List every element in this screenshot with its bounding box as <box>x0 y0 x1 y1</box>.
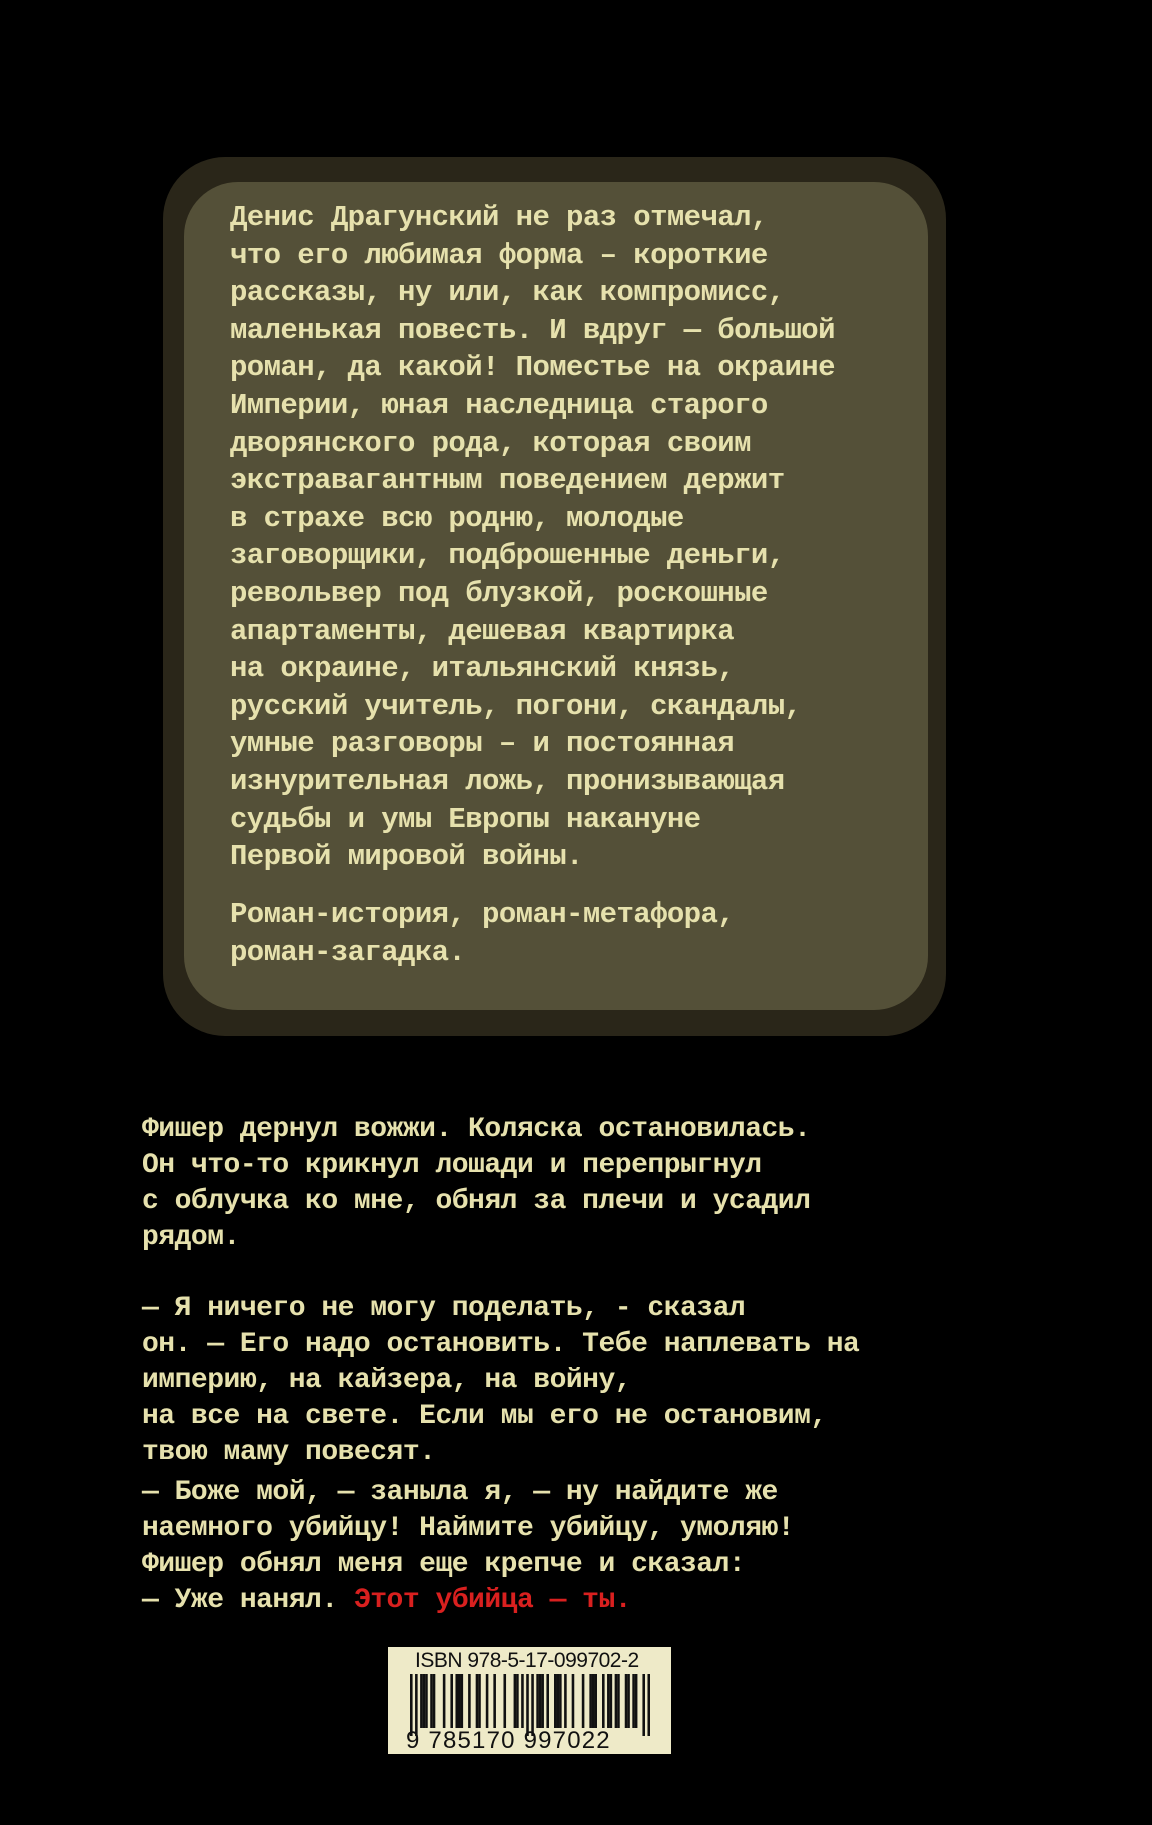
barcode-bar <box>486 1674 489 1728</box>
barcode-bar <box>423 1674 426 1728</box>
barcode-bar <box>557 1674 560 1728</box>
barcode-bar <box>443 1674 446 1728</box>
barcode-bar <box>420 1674 423 1728</box>
barcode-bar <box>425 1674 428 1728</box>
barcode-bar <box>455 1674 458 1728</box>
barcode-bar <box>594 1674 597 1728</box>
barcode-bar <box>433 1674 436 1728</box>
barcode-bar <box>564 1674 567 1728</box>
barcode-bar <box>607 1674 610 1728</box>
barcode-bar <box>625 1674 628 1728</box>
blurb-paragraph: Денис Драгунский не раз отмечал, что его любимая форма – короткие рассказы, ну или, как компромисс, маленькая повесть. И вдруг — большой роман, да какой! Поместье на окраине Империи, юная наследница старого дворянского рода, которая своим экстравагантным поведением держит в страхе всю родню, молодые заговорщики, подброшенные деньги, револьвер под блузкой, роскошные апартаменты, дешевая квартирка на окраине, итальянский князь, русский учитель, погони, скандалы, умные разговоры – и постоянная изнурительная ложь, пронизывающая судьбы и умы Европы накануне Первой мировой войны. <box>230 201 835 874</box>
barcode-bar <box>503 1674 506 1728</box>
excerpt-paragraph-3-text: — Боже мой, — заныла я, — ну найдите же наемного убийцу! Наймите убийцу, умоляю! Фишер обнял меня еще крепче и сказал: — Уже нанял. <box>142 1477 795 1616</box>
barcode-bar <box>493 1674 496 1728</box>
barcode-bar <box>430 1674 433 1728</box>
barcode-bar <box>632 1674 635 1728</box>
barcode-bar <box>642 1674 645 1736</box>
barcode-bar <box>516 1674 519 1728</box>
barcode-bar <box>610 1674 613 1728</box>
excerpt-paragraph-2: — Я ничего не могу поделать, - сказал он. — Его надо остановить. Тебе наплевать на империю, на кайзера, на войну, на все на свете. Если мы его не остановим, твою маму повесят. <box>142 1293 860 1468</box>
barcode-bar <box>582 1674 585 1728</box>
barcode-bar <box>617 1674 620 1728</box>
barcode-bar <box>559 1674 562 1728</box>
barcode-bar <box>468 1674 471 1728</box>
barcode-bar <box>541 1674 544 1728</box>
excerpt-paragraph-1: Фишер дернул вожжи. Коляска остановилась. Он что-то крикнул лошади и перепрыгнул с облучка ко мне, обнял за плечи и усадил рядом. <box>142 1114 811 1253</box>
excerpt-paragraph-3 <box>142 1475 1042 1619</box>
blurb-tagline: Роман-история, роман-метафора, роман-загадка. <box>230 898 735 969</box>
barcode-bar <box>514 1674 517 1728</box>
barcode-bar <box>476 1674 479 1728</box>
barcode-bar <box>615 1674 618 1728</box>
barcode-bar <box>546 1674 549 1728</box>
barcode-bar <box>592 1674 595 1728</box>
barcode-bar <box>521 1674 524 1728</box>
isbn-label: ISBN 978-5-17-099702-2 <box>415 1649 639 1672</box>
barcode-bar <box>461 1674 464 1728</box>
barcode-bar <box>589 1674 592 1728</box>
barcode-bar <box>450 1674 453 1728</box>
barcode-bar <box>627 1674 630 1728</box>
barcode-bar <box>554 1674 557 1728</box>
barcode-bar <box>478 1674 481 1728</box>
barcode-bar <box>572 1674 575 1728</box>
barcode-bar <box>635 1674 638 1728</box>
barcode-digits: 9 785170 997022 <box>406 1727 611 1754</box>
excerpt-highlight: Этот убийца — ты. <box>353 1585 632 1616</box>
barcode-bar <box>539 1674 542 1728</box>
barcode-bar <box>458 1674 461 1728</box>
barcode-bar <box>647 1674 650 1736</box>
barcode-bar <box>536 1674 539 1728</box>
barcode-bar <box>602 1674 605 1728</box>
